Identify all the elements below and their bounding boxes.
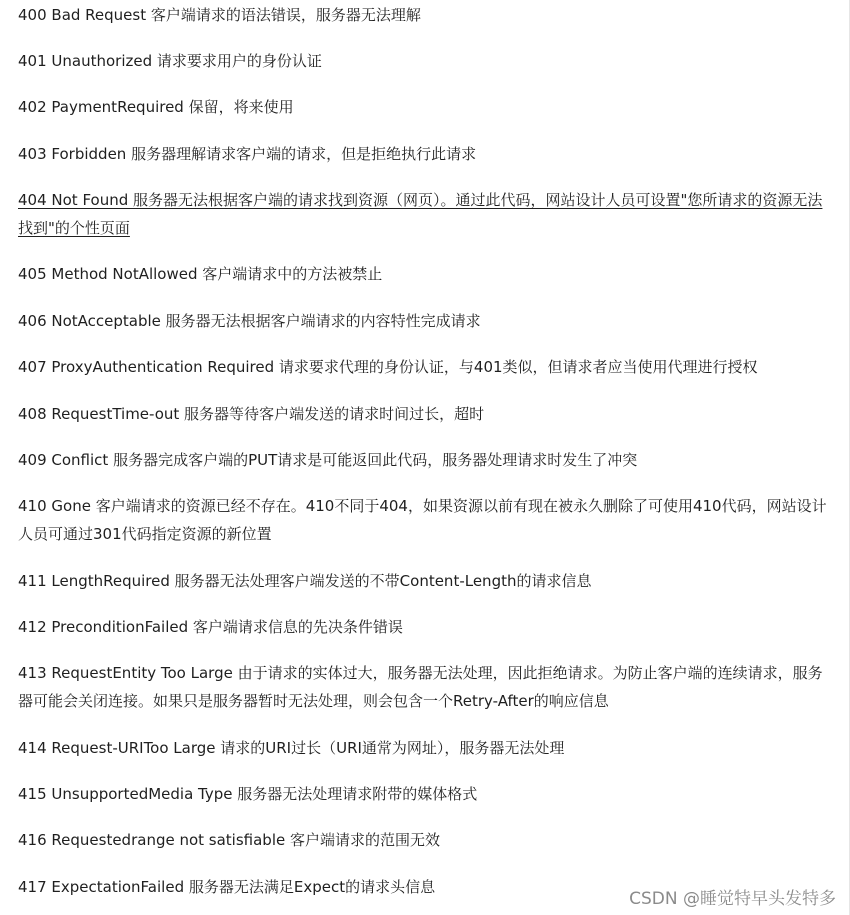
status-416: 416 Requestedrange not satisfiable 客户端请求的范围无效 <box>18 831 440 849</box>
status-404: 404 Not Found 服务器无法根据客户端的请求找到资源（网页）。通过此代码，网站设计人员可设置"您所请求的资源无法找到"的个性页面 <box>18 191 823 237</box>
status-413: 413 RequestEntity Too Large 由于请求的实体过大，服务器无法处理，因此拒绝请求。为防止客户端的连续请求，服务器可能会关闭连接。如果只是服务器暂时无法处理，则会包含一个Retry-After的响应信息 <box>18 664 823 710</box>
status-409: 409 Conflict 服务器完成客户端的PUT请求是可能返回此代码，服务器处理请求时发生了冲突 <box>18 451 638 469</box>
status-402: 402 PaymentRequired 保留，将来使用 <box>18 98 294 116</box>
status-400: 400 Bad Request 客户端请求的语法错误，服务器无法理解 <box>18 6 421 24</box>
status-406: 406 NotAcceptable 服务器无法根据客户端请求的内容特性完成请求 <box>18 312 481 330</box>
status-405: 405 Method NotAllowed 客户端请求中的方法被禁止 <box>18 265 383 283</box>
status-401: 401 Unauthorized 请求要求用户的身份认证 <box>18 52 322 70</box>
status-417: 417 ExpectationFailed 服务器无法满足Expect的请求头信息 <box>18 878 436 896</box>
watermark: CSDN @睡觉特早头发特多 <box>629 889 836 909</box>
status-411: 411 LengthRequired 服务器无法处理客户端发送的不带Content-Length的请求信息 <box>18 572 592 590</box>
status-407: 407 ProxyAuthentication Required 请求要求代理的身份认证，与401类似，但请求者应当使用代理进行授权 <box>18 358 758 376</box>
status-403: 403 Forbidden 服务器理解请求客户端的请求，但是拒绝执行此请求 <box>18 145 477 163</box>
status-412: 412 PreconditionFailed 客户端请求信息的先决条件错误 <box>18 618 403 636</box>
status-408: 408 RequestTime-out 服务器等待客户端发送的请求时间过长，超时 <box>18 405 485 423</box>
status-410: 410 Gone 客户端请求的资源已经不存在。410不同于404，如果资源以前有现在被永久删除了可使用410代码，网站设计人员可通过301代码指定资源的新位置 <box>18 497 827 543</box>
status-415: 415 UnsupportedMedia Type 服务器无法处理请求附带的媒体格式 <box>18 785 478 803</box>
status-414: 414 Request-URIToo Large 请求的URI过长（URI通常为网址），服务器无法处理 <box>18 739 565 757</box>
